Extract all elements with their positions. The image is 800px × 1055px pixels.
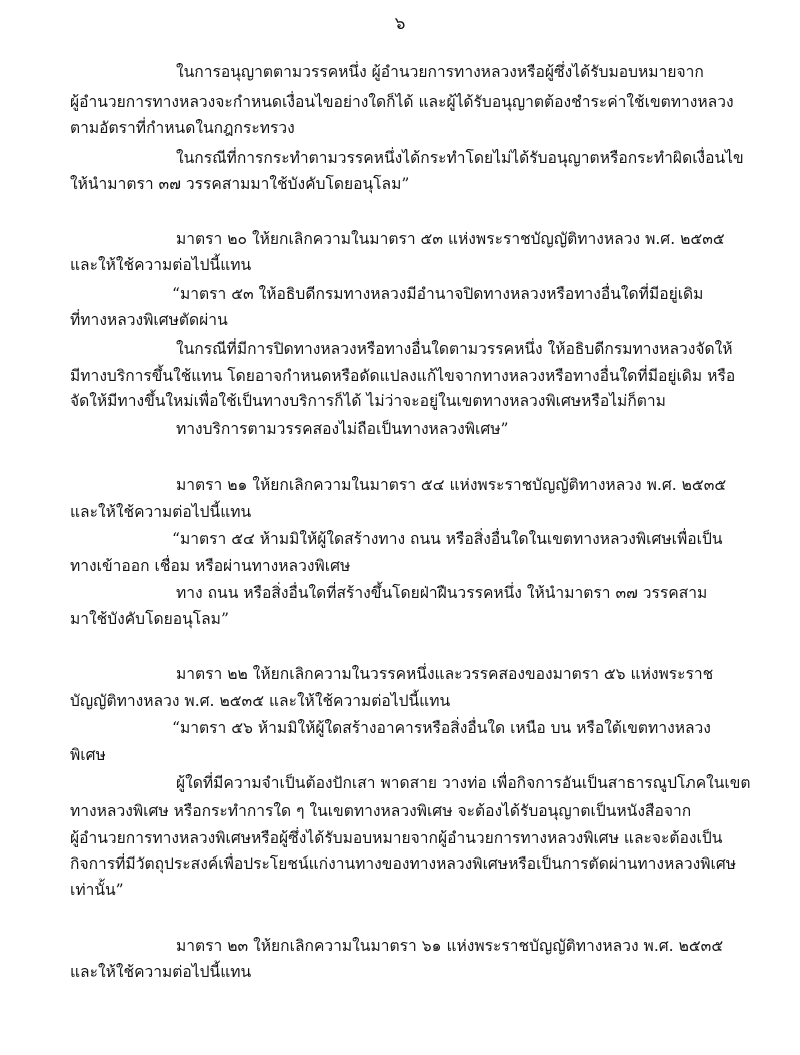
text-line: ที่ทางหลวงพิเศษตัดผ่าน <box>70 311 228 329</box>
page-number: ๖ <box>394 14 406 34</box>
section-heading: มาตรา ๒๒ ให้ยกเลิกความในวรรคหนึ่งและวรรคสองของมาตรา ๕๖ แห่งพระราช <box>176 665 714 683</box>
text-line: จัดให้มีทางขึ้นใหม่เพื่อใช้เป็นทางบริการก็ได้ ไม่ว่าจะอยู่ในเขตทางหลวงพิเศษหรือไม่ก็ตาม <box>70 392 666 410</box>
section-heading: มาตรา ๒๓ ให้ยกเลิกความในมาตรา ๖๑ แห่งพระราชบัญญัติทางหลวง พ.ศ. ๒๕๓๕ <box>176 937 724 955</box>
text-line: “มาตรา ๕๓ ให้อธิบดีกรมทางหลวงมีอำนาจปิดทางหลวงหรือทางอื่นใดที่มีอยู่เดิม <box>172 285 704 303</box>
text-line: ทางหลวงพิเศษ หรือกระทำการใด ๆ ในเขตทางหลวงพิเศษ จะต้องได้รับอนุญาตเป็นหนังสือจาก <box>70 802 692 820</box>
text-line: เท่านั้น” <box>70 881 124 899</box>
text-line: และให้ใช้ความต่อไปนี้แทน <box>70 963 252 981</box>
text-line: ในการอนุญาตตามวรรคหนึ่ง ผู้อำนวยการทางหลวงหรือผู้ซึ่งได้รับมอบหมายจาก <box>176 63 704 81</box>
text-line: ทาง ถนน หรือสิ่งอื่นใดที่สร้างขึ้นโดยฝ่าฝืนวรรคหนึ่ง ให้นำมาตรา ๓๗ วรรคสาม <box>176 584 708 602</box>
text-line: ให้นำมาตรา ๓๗ วรรคสามมาใช้บังคับโดยอนุโลม” <box>70 175 410 193</box>
text-line: ผู้ใดที่มีความจำเป็นต้องปักเสา พาดสาย วางท่อ เพื่อกิจการอันเป็นสาธารณูปโภคในเขต <box>176 774 751 792</box>
text-line: ในกรณีที่การกระทำตามวรรคหนึ่งได้กระทำโดยไม่ได้รับอนุญาตหรือกระทำผิดเงื่อนไข <box>176 149 744 167</box>
section-heading: มาตรา ๒๑ ให้ยกเลิกความในมาตรา ๕๔ แห่งพระราชบัญญัติทางหลวง พ.ศ. ๒๕๓๕ <box>176 476 727 494</box>
text-line: พิเศษ <box>70 746 106 764</box>
text-line: “มาตรา ๕๖ ห้ามมิให้ผู้ใดสร้างอาคารหรือสิ่งอื่นใด เหนือ บน หรือใต้เขตทางหลวง <box>172 719 711 737</box>
text-line: ผู้อำนวยการทางหลวงจะกำหนดเงื่อนไขอย่างใดก็ได้ และผู้ได้รับอนุญาตต้องชำระค่าใช้เขตทางหลวง <box>70 93 734 111</box>
text-line: ทางเข้าออก เชื่อม หรือผ่านทางหลวงพิเศษ <box>70 557 351 575</box>
text-line: กิจการที่มีวัตถุประสงค์เพื่อประโยชน์แก่งานทางของทางหลวงพิเศษหรือเป็นการตัดผ่านทางหลวงพิเศษ <box>70 855 737 873</box>
text-line: “มาตรา ๕๔ ห้ามมิให้ผู้ใดสร้างทาง ถนน หรือสิ่งอื่นใดในเขตทางหลวงพิเศษเพื่อเป็น <box>172 530 723 548</box>
text-line: และให้ใช้ความต่อไปนี้แทน <box>70 256 252 274</box>
text-line: ทางบริการตามวรรคสองไม่ถือเป็นทางหลวงพิเศษ” <box>176 420 509 438</box>
text-line: มาใช้บังคับโดยอนุโลม” <box>70 610 229 628</box>
text-line: บัญญัติทางหลวง พ.ศ. ๒๕๓๕ และให้ใช้ความต่อไปนี้แทน <box>70 692 451 710</box>
text-line: ตามอัตราที่กำหนดในกฎกระทรวง <box>70 119 295 137</box>
text-line: มีทางบริการขึ้นใช้แทน โดยอาจกำหนดหรือดัดแปลงแก้ไขจากทางหลวงหรือทางอื่นใดที่มีอยู่เดิม หรือ <box>70 367 736 385</box>
section-heading: มาตรา ๒๐ ให้ยกเลิกความในมาตรา ๕๓ แห่งพระราชบัญญัติทางหลวง พ.ศ. ๒๕๓๕ <box>176 230 725 248</box>
text-line: ในกรณีที่มีการปิดทางหลวงหรือทางอื่นใดตามวรรคหนึ่ง ให้อธิบดีกรมทางหลวงจัดให้ <box>176 340 733 358</box>
text-line: และให้ใช้ความต่อไปนี้แทน <box>70 503 252 521</box>
text-line: ผู้อำนวยการทางหลวงพิเศษหรือผู้ซึ่งได้รับมอบหมายจากผู้อำนวยการทางหลวงพิเศษ และจะต้องเป็น <box>70 829 723 847</box>
